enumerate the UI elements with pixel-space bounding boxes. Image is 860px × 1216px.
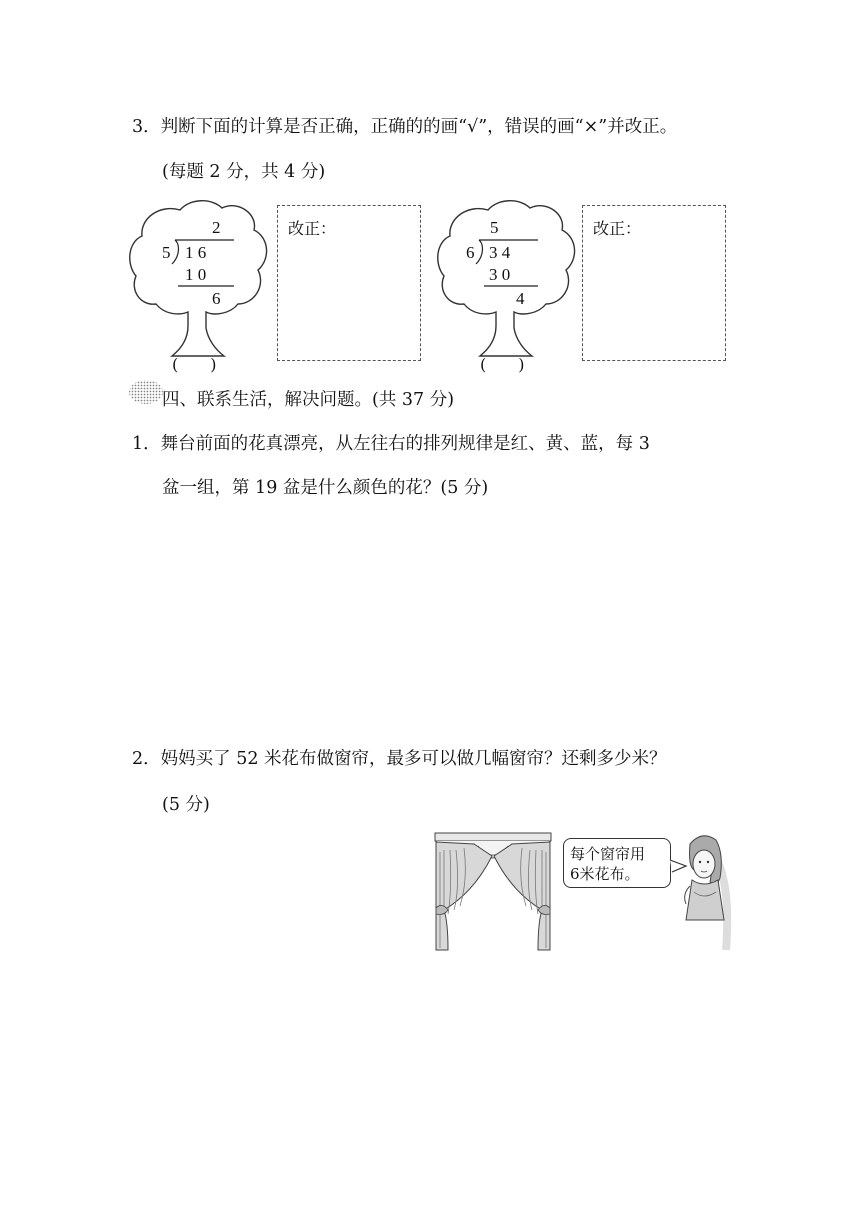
- problem-2-line-2: (5 分): [162, 795, 210, 815]
- mother-figure: [668, 830, 730, 952]
- speech-line-2: 6米花布。: [570, 865, 640, 883]
- q3-score: (每题 2 分，共 4 分): [162, 162, 326, 182]
- tree-1-answer-paren[interactable]: ( ): [172, 355, 217, 374]
- tree-2-divisor: 6: [466, 243, 475, 262]
- tree-1-remainder: 6: [212, 289, 221, 308]
- tree-1-divisor: 5: [162, 243, 171, 262]
- tree-2-remainder: 4: [516, 289, 525, 308]
- problem-2-line-1: 2．妈妈买了 52 米花布做窗帘，最多可以做几幅窗帘？还剩多少米？: [132, 749, 667, 769]
- correction-label-2: 改正：: [593, 219, 642, 238]
- tree-1-dividend: 1 6: [185, 243, 207, 262]
- section-4-heading: 四、联系生活，解决问题。(共 37 分): [162, 390, 455, 410]
- correction-box-2[interactable]: [582, 205, 726, 361]
- problem-1-line-2: 盆一组，第 19 盆是什么颜色的花？(5 分): [162, 478, 489, 498]
- tree-1: [130, 200, 270, 360]
- speech-line-1: 每个窗帘用: [570, 845, 646, 863]
- tree-2-answer-paren[interactable]: ( ): [480, 355, 525, 374]
- tree-2-quotient: 5: [490, 218, 499, 237]
- tree-2-dividend: 3 4: [489, 243, 511, 262]
- curtain-illustration: [434, 832, 552, 954]
- speech-bubble: [563, 838, 671, 888]
- correction-box-1[interactable]: [277, 205, 421, 361]
- tree-2-product: 3 0: [489, 265, 511, 284]
- tree-1-product: 1 0: [185, 265, 207, 284]
- correction-label-1: 改正：: [288, 219, 337, 238]
- tree-2: [438, 200, 578, 360]
- problem-1-line-1: 1．舞台前面的花真漂亮，从左往右的排列规律是红、黄、蓝，每 3: [132, 434, 650, 454]
- q3-title: 3．判断下面的计算是否正确，正确的的画“√”，错误的画“×”并改正。: [132, 117, 678, 137]
- tree-1-quotient: 2: [212, 218, 221, 237]
